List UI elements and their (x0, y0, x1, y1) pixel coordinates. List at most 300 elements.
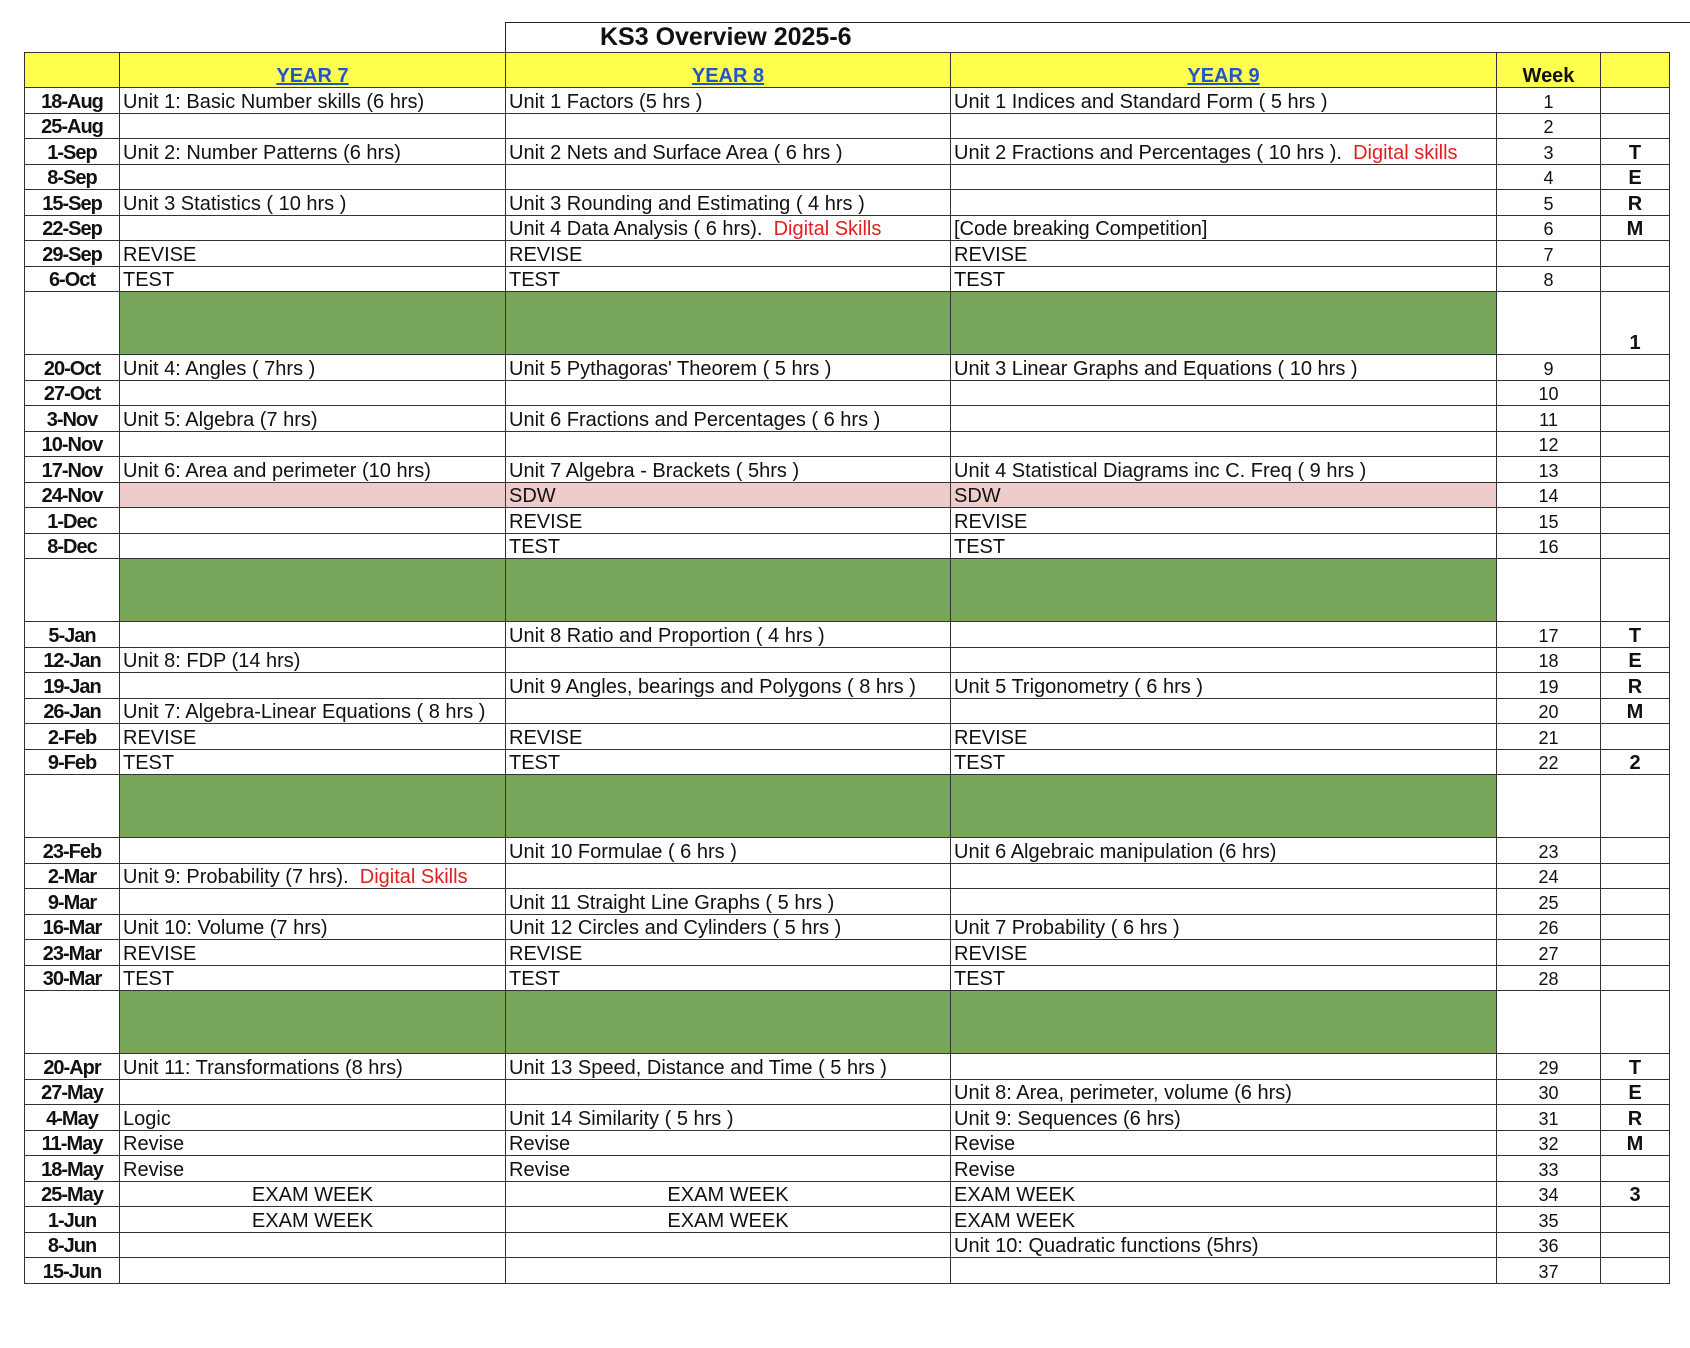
year-9-cell[interactable] (951, 749, 1497, 775)
unit-text: Unit 5: Algebra (7 hrs) (123, 408, 318, 431)
unit-text: EXAM WEEK (667, 1209, 789, 1232)
week-cell[interactable]: 29 (1497, 1054, 1601, 1080)
week-cell[interactable]: 23 (1497, 838, 1601, 864)
year-8-cell[interactable] (506, 431, 951, 457)
unit-text: Unit 5 Trigonometry ( 6 hrs ) (954, 675, 1203, 698)
date-cell[interactable]: 8-Dec (25, 533, 120, 559)
week-cell[interactable]: 32 (1497, 1130, 1601, 1156)
year-7-cell[interactable] (120, 1258, 506, 1284)
date-cell[interactable] (25, 292, 120, 355)
term-cell[interactable] (1601, 1207, 1670, 1233)
week-cell[interactable]: 28 (1497, 965, 1601, 991)
term-cell[interactable] (1601, 863, 1670, 889)
year-8-cell[interactable] (506, 889, 951, 915)
unit-text: Revise (954, 1133, 1016, 1155)
week-cell[interactable]: 2 (1497, 113, 1601, 139)
unit-text: Unit 4 Data Analysis ( 6 hrs). (509, 218, 763, 240)
year-7-cell[interactable] (120, 139, 506, 165)
week-cell[interactable]: 20 (1497, 698, 1601, 724)
week-cell[interactable]: 26 (1497, 914, 1601, 940)
year-8-cell[interactable] (506, 940, 951, 966)
term-cell[interactable] (1601, 1156, 1670, 1182)
year-7-cell[interactable] (120, 698, 506, 724)
year-8-cell[interactable] (506, 164, 951, 190)
date-cell[interactable]: 23-Mar (25, 940, 120, 966)
term-cell[interactable] (1601, 940, 1670, 966)
unit-text: TEST (123, 752, 175, 774)
term-cell[interactable] (1601, 355, 1670, 381)
year-9-cell[interactable] (951, 190, 1497, 216)
date-cell[interactable]: 11-May (25, 1130, 120, 1156)
schedule-row (25, 508, 1670, 534)
date-cell[interactable]: 16-Mar (25, 914, 120, 940)
term-cell[interactable] (1601, 113, 1670, 139)
year-7-cell[interactable] (120, 266, 506, 292)
year-8-cell[interactable] (506, 647, 951, 673)
term-cell[interactable] (1601, 991, 1670, 1054)
digital-skills-note: Digital Skills (773, 218, 882, 240)
term-cell[interactable]: T (1601, 622, 1670, 648)
unit-text: SDW (509, 485, 556, 507)
unit-text: EXAM WEEK (667, 1184, 789, 1206)
year-8-cell[interactable] (506, 1079, 951, 1105)
date-cell[interactable]: 4-May (25, 1105, 120, 1131)
date-cell[interactable]: 1-Jun (25, 1207, 120, 1233)
term-cell[interactable]: M (1601, 215, 1670, 241)
year-9-cell[interactable] (951, 266, 1497, 292)
year-8-cell[interactable] (506, 863, 951, 889)
unit-text: Unit 10 Formulae ( 6 hrs ) (509, 840, 737, 863)
year-7-cell[interactable] (120, 622, 506, 648)
header-year-8[interactable] (506, 53, 951, 88)
schedule-row (25, 1054, 1670, 1080)
year-7-cell[interactable] (120, 508, 506, 534)
week-cell[interactable] (1497, 559, 1601, 622)
year-8-cell[interactable] (506, 775, 951, 838)
date-cell[interactable]: 20-Oct (25, 355, 120, 381)
year-9-cell[interactable] (951, 991, 1497, 1054)
date-cell[interactable]: 10-Nov (25, 431, 120, 457)
year-9-cell[interactable] (951, 1079, 1497, 1105)
schedule-row (25, 406, 1670, 432)
date-cell[interactable]: 20-Apr (25, 1054, 120, 1080)
unit-text: Unit 9: Sequences (6 hrs) (954, 1107, 1181, 1130)
week-cell[interactable]: 1 (1497, 88, 1601, 114)
date-cell[interactable]: 18-May (25, 1156, 120, 1182)
date-cell[interactable] (25, 559, 120, 622)
year-8-cell[interactable] (506, 838, 951, 864)
week-cell[interactable] (1497, 991, 1601, 1054)
unit-text: Unit 1 Indices and Standard Form ( 5 hrs ) (954, 90, 1328, 113)
unit-text: TEST (954, 968, 1006, 990)
unit-text: TEST (509, 536, 561, 558)
year-9-cell[interactable] (951, 559, 1497, 622)
week-cell[interactable]: 4 (1497, 164, 1601, 190)
year-9-cell[interactable] (951, 724, 1497, 750)
year-7-cell[interactable] (120, 940, 506, 966)
year-8-cell[interactable] (506, 406, 951, 432)
year-7-cell[interactable] (120, 190, 506, 216)
year-9-cell[interactable] (951, 533, 1497, 559)
year-7-link[interactable]: YEAR 7 (276, 65, 349, 87)
date-cell[interactable]: 8-Sep (25, 164, 120, 190)
schedule-row (25, 1207, 1670, 1233)
date-cell[interactable]: 9-Mar (25, 889, 120, 915)
year-8-link[interactable]: YEAR 8 (691, 65, 765, 87)
week-cell[interactable]: 33 (1497, 1156, 1601, 1182)
date-cell[interactable]: 19-Jan (25, 673, 120, 699)
unit-text: EXAM WEEK (954, 1209, 1076, 1232)
year-9-cell[interactable] (951, 1130, 1497, 1156)
year-9-cell[interactable] (951, 215, 1497, 241)
date-cell[interactable]: 18-Aug (25, 88, 120, 114)
year-7-cell[interactable] (120, 292, 506, 355)
year-8-cell[interactable] (506, 482, 951, 508)
year-8-cell[interactable] (506, 749, 951, 775)
header-term (1601, 53, 1670, 88)
year-8-cell[interactable] (506, 559, 951, 622)
schedule-row (25, 1105, 1670, 1131)
year-8-cell[interactable] (506, 1054, 951, 1080)
year-8-cell[interactable] (506, 622, 951, 648)
schedule-row (25, 1130, 1670, 1156)
unit-text: REVISE (954, 726, 1028, 749)
header-date (25, 53, 120, 88)
term-cell[interactable]: R (1601, 190, 1670, 216)
term-cell[interactable]: 3 (1601, 1181, 1670, 1207)
week-cell[interactable]: 19 (1497, 673, 1601, 699)
year-7-cell[interactable] (120, 991, 506, 1054)
week-cell[interactable] (1497, 775, 1601, 838)
term-cell[interactable]: 2 (1601, 749, 1670, 775)
week-cell[interactable]: 31 (1497, 1105, 1601, 1131)
week-cell[interactable]: 21 (1497, 724, 1601, 750)
year-8-cell[interactable] (506, 139, 951, 165)
schedule-row (25, 914, 1670, 940)
unit-text: REVISE (509, 942, 583, 965)
date-cell[interactable]: 29-Sep (25, 241, 120, 267)
week-cell[interactable]: 22 (1497, 749, 1601, 775)
week-cell[interactable]: 36 (1497, 1232, 1601, 1258)
date-cell[interactable]: 24-Nov (25, 482, 120, 508)
holiday-row (25, 559, 1670, 622)
date-cell[interactable]: 26-Jan (25, 698, 120, 724)
year-8-cell[interactable] (506, 241, 951, 267)
year-7-cell[interactable] (120, 533, 506, 559)
schedule-row (25, 482, 1670, 508)
year-8-cell[interactable] (506, 355, 951, 381)
date-cell[interactable]: 5-Jan (25, 622, 120, 648)
sheet-title: KS3 Overview 2025-6 (600, 23, 852, 51)
year-9-cell[interactable] (951, 1181, 1497, 1207)
date-cell[interactable]: 1-Sep (25, 139, 120, 165)
year-9-cell[interactable] (951, 1207, 1497, 1233)
unit-text: Revise (509, 1158, 571, 1181)
year-7-cell[interactable] (120, 431, 506, 457)
term-cell[interactable]: E (1601, 164, 1670, 190)
date-cell[interactable]: 2-Mar (25, 863, 120, 889)
year-8-cell[interactable] (506, 1156, 951, 1182)
year-9-cell[interactable] (951, 355, 1497, 381)
year-9-cell[interactable] (951, 940, 1497, 966)
year-7-cell[interactable] (120, 164, 506, 190)
week-cell[interactable]: 13 (1497, 457, 1601, 483)
year-7-cell[interactable] (120, 775, 506, 838)
term-cell[interactable] (1601, 508, 1670, 534)
unit-text: TEST (509, 752, 561, 774)
term-cell[interactable]: 1 (1601, 292, 1670, 355)
date-cell[interactable] (25, 991, 120, 1054)
year-8-cell[interactable] (506, 457, 951, 483)
year-9-cell[interactable] (951, 1156, 1497, 1182)
year-7-cell[interactable] (120, 113, 506, 139)
year-8-cell[interactable] (506, 113, 951, 139)
year-9-cell[interactable] (951, 292, 1497, 355)
schedule-row (25, 533, 1670, 559)
term-cell[interactable]: M (1601, 1130, 1670, 1156)
year-8-cell[interactable] (506, 1207, 951, 1233)
year-8-cell[interactable] (506, 266, 951, 292)
year-7-cell[interactable] (120, 1156, 506, 1182)
year-7-cell[interactable] (120, 889, 506, 915)
date-cell[interactable]: 6-Oct (25, 266, 120, 292)
year-9-cell[interactable] (951, 673, 1497, 699)
year-9-cell[interactable] (951, 406, 1497, 432)
week-cell[interactable]: 16 (1497, 533, 1601, 559)
year-8-cell[interactable] (506, 1258, 951, 1284)
term-cell[interactable]: R (1601, 673, 1670, 699)
year-9-cell[interactable] (951, 914, 1497, 940)
week-cell[interactable]: 35 (1497, 1207, 1601, 1233)
year-8-cell[interactable] (506, 724, 951, 750)
date-cell[interactable]: 30-Mar (25, 965, 120, 991)
week-cell[interactable]: 12 (1497, 431, 1601, 457)
year-9-cell[interactable] (951, 1232, 1497, 1258)
year-8-cell[interactable] (506, 1130, 951, 1156)
year-9-cell[interactable] (951, 622, 1497, 648)
year-7-cell[interactable] (120, 355, 506, 381)
date-cell[interactable]: 1-Dec (25, 508, 120, 534)
week-cell[interactable]: 11 (1497, 406, 1601, 432)
header-year-9[interactable] (951, 53, 1497, 88)
year-9-cell[interactable] (951, 457, 1497, 483)
year-7-cell[interactable] (120, 673, 506, 699)
date-cell[interactable]: 3-Nov (25, 406, 120, 432)
holiday-row (25, 991, 1670, 1054)
year-7-cell[interactable] (120, 1054, 506, 1080)
year-8-cell[interactable] (506, 190, 951, 216)
week-cell[interactable]: 5 (1497, 190, 1601, 216)
term-cell[interactable]: R (1601, 1105, 1670, 1131)
term-cell[interactable]: E (1601, 647, 1670, 673)
year-7-cell[interactable] (120, 88, 506, 114)
term-cell[interactable] (1601, 775, 1670, 838)
year-7-cell[interactable] (120, 1181, 506, 1207)
year-9-cell[interactable] (951, 965, 1497, 991)
year-9-cell[interactable] (951, 241, 1497, 267)
term-cell[interactable]: T (1601, 1054, 1670, 1080)
term-cell[interactable] (1601, 1258, 1670, 1284)
week-cell[interactable]: 24 (1497, 863, 1601, 889)
week-cell[interactable]: 37 (1497, 1258, 1601, 1284)
year-8-cell[interactable] (506, 1181, 951, 1207)
year-9-link[interactable]: YEAR 9 (1187, 65, 1260, 87)
year-7-cell[interactable] (120, 1207, 506, 1233)
term-cell[interactable] (1601, 406, 1670, 432)
year-8-cell[interactable] (506, 292, 951, 355)
year-8-cell[interactable] (506, 380, 951, 406)
week-cell[interactable]: 25 (1497, 889, 1601, 915)
year-7-cell[interactable] (120, 559, 506, 622)
week-cell[interactable]: 6 (1497, 215, 1601, 241)
week-cell[interactable]: 17 (1497, 622, 1601, 648)
year-7-cell[interactable] (120, 215, 506, 241)
date-cell[interactable]: 25-May (25, 1181, 120, 1207)
week-cell[interactable]: 9 (1497, 355, 1601, 381)
unit-text: Unit 5 Pythagoras' Theorem ( 5 hrs ) (509, 357, 832, 380)
date-cell[interactable]: 15-Jun (25, 1258, 120, 1284)
term-cell[interactable] (1601, 533, 1670, 559)
date-cell[interactable]: 22-Sep (25, 215, 120, 241)
year-8-cell[interactable] (506, 991, 951, 1054)
term-cell[interactable] (1601, 266, 1670, 292)
year-9-cell[interactable] (951, 431, 1497, 457)
schedule-row (25, 139, 1670, 165)
year-7-cell[interactable] (120, 838, 506, 864)
year-7-cell[interactable] (120, 482, 506, 508)
year-7-cell[interactable] (120, 1079, 506, 1105)
term-cell[interactable] (1601, 914, 1670, 940)
term-cell[interactable] (1601, 559, 1670, 622)
year-7-cell[interactable] (120, 380, 506, 406)
unit-text: Unit 8: Area, perimeter, volume (6 hrs) (954, 1082, 1292, 1104)
week-cell[interactable]: 14 (1497, 482, 1601, 508)
term-cell[interactable] (1601, 838, 1670, 864)
week-cell[interactable]: 15 (1497, 508, 1601, 534)
year-8-cell[interactable] (506, 965, 951, 991)
unit-text: Revise (509, 1133, 571, 1155)
year-9-cell[interactable] (951, 139, 1497, 165)
digital-skills-note: Digital skills (1353, 141, 1458, 164)
date-cell[interactable]: 15-Sep (25, 190, 120, 216)
year-9-cell[interactable] (951, 380, 1497, 406)
year-8-cell[interactable] (506, 508, 951, 534)
term-cell[interactable] (1601, 1232, 1670, 1258)
week-cell[interactable]: 30 (1497, 1079, 1601, 1105)
year-7-cell[interactable] (120, 1105, 506, 1131)
term-cell[interactable] (1601, 88, 1670, 114)
term-cell[interactable] (1601, 889, 1670, 915)
year-7-cell[interactable] (120, 749, 506, 775)
year-9-cell[interactable] (951, 698, 1497, 724)
date-cell[interactable]: 27-Oct (25, 380, 120, 406)
overview-table (24, 52, 1670, 1284)
week-cell[interactable]: 27 (1497, 940, 1601, 966)
week-cell[interactable]: 10 (1497, 380, 1601, 406)
term-cell[interactable]: E (1601, 1079, 1670, 1105)
unit-text: REVISE (123, 726, 197, 749)
unit-text: TEST (954, 269, 1006, 291)
holiday-row (25, 775, 1670, 838)
year-8-cell[interactable] (506, 1232, 951, 1258)
unit-text: EXAM WEEK (251, 1209, 374, 1232)
term-cell[interactable] (1601, 965, 1670, 991)
date-cell[interactable]: 9-Feb (25, 749, 120, 775)
date-cell[interactable]: 12-Jan (25, 647, 120, 673)
term-cell[interactable] (1601, 431, 1670, 457)
year-9-cell[interactable] (951, 838, 1497, 864)
unit-text: Unit 14 Similarity ( 5 hrs ) (509, 1107, 734, 1130)
header-year-7[interactable] (120, 53, 506, 88)
year-9-cell[interactable] (951, 863, 1497, 889)
unit-text: Revise (954, 1158, 1016, 1181)
year-7-cell[interactable] (120, 647, 506, 673)
year-7-cell[interactable] (120, 863, 506, 889)
year-8-cell[interactable] (506, 533, 951, 559)
date-cell[interactable]: 8-Jun (25, 1232, 120, 1258)
year-9-cell[interactable] (951, 508, 1497, 534)
week-cell[interactable]: 34 (1497, 1181, 1601, 1207)
year-9-cell[interactable] (951, 164, 1497, 190)
year-7-cell[interactable] (120, 724, 506, 750)
date-cell[interactable]: 17-Nov (25, 457, 120, 483)
year-8-cell[interactable] (506, 673, 951, 699)
week-cell[interactable]: 3 (1497, 139, 1601, 165)
term-cell[interactable] (1601, 241, 1670, 267)
year-8-cell[interactable] (506, 88, 951, 114)
year-9-cell[interactable] (951, 775, 1497, 838)
term-cell[interactable]: T (1601, 139, 1670, 165)
year-9-cell[interactable] (951, 1258, 1497, 1284)
week-cell[interactable]: 7 (1497, 241, 1601, 267)
year-7-cell[interactable] (120, 914, 506, 940)
year-9-cell[interactable] (951, 1054, 1497, 1080)
term-cell[interactable] (1601, 482, 1670, 508)
year-7-cell[interactable] (120, 1232, 506, 1258)
year-8-cell[interactable] (506, 215, 951, 241)
term-cell[interactable] (1601, 380, 1670, 406)
year-7-cell[interactable] (120, 965, 506, 991)
term-cell[interactable]: M (1601, 698, 1670, 724)
year-7-cell[interactable] (120, 406, 506, 432)
year-8-cell[interactable] (506, 914, 951, 940)
year-9-cell[interactable] (951, 482, 1497, 508)
year-9-cell[interactable] (951, 647, 1497, 673)
date-cell[interactable]: 25-Aug (25, 113, 120, 139)
week-cell[interactable] (1497, 292, 1601, 355)
date-cell[interactable] (25, 775, 120, 838)
digital-skills-note: Digital Skills (359, 866, 468, 888)
year-9-cell[interactable] (951, 88, 1497, 114)
unit-text: REVISE (123, 942, 197, 965)
year-7-cell[interactable] (120, 241, 506, 267)
year-9-cell[interactable] (951, 1105, 1497, 1131)
date-cell[interactable]: 2-Feb (25, 724, 120, 750)
year-8-cell[interactable] (506, 698, 951, 724)
term-cell[interactable] (1601, 724, 1670, 750)
year-7-cell[interactable] (120, 457, 506, 483)
week-cell[interactable]: 18 (1497, 647, 1601, 673)
year-8-cell[interactable] (506, 1105, 951, 1131)
year-9-cell[interactable] (951, 113, 1497, 139)
term-cell[interactable] (1601, 457, 1670, 483)
unit-text: Unit 8: FDP (14 hrs) (123, 650, 301, 672)
year-9-cell[interactable] (951, 889, 1497, 915)
date-cell[interactable]: 23-Feb (25, 838, 120, 864)
date-cell[interactable]: 27-May (25, 1079, 120, 1105)
week-cell[interactable]: 8 (1497, 266, 1601, 292)
year-7-cell[interactable] (120, 1130, 506, 1156)
